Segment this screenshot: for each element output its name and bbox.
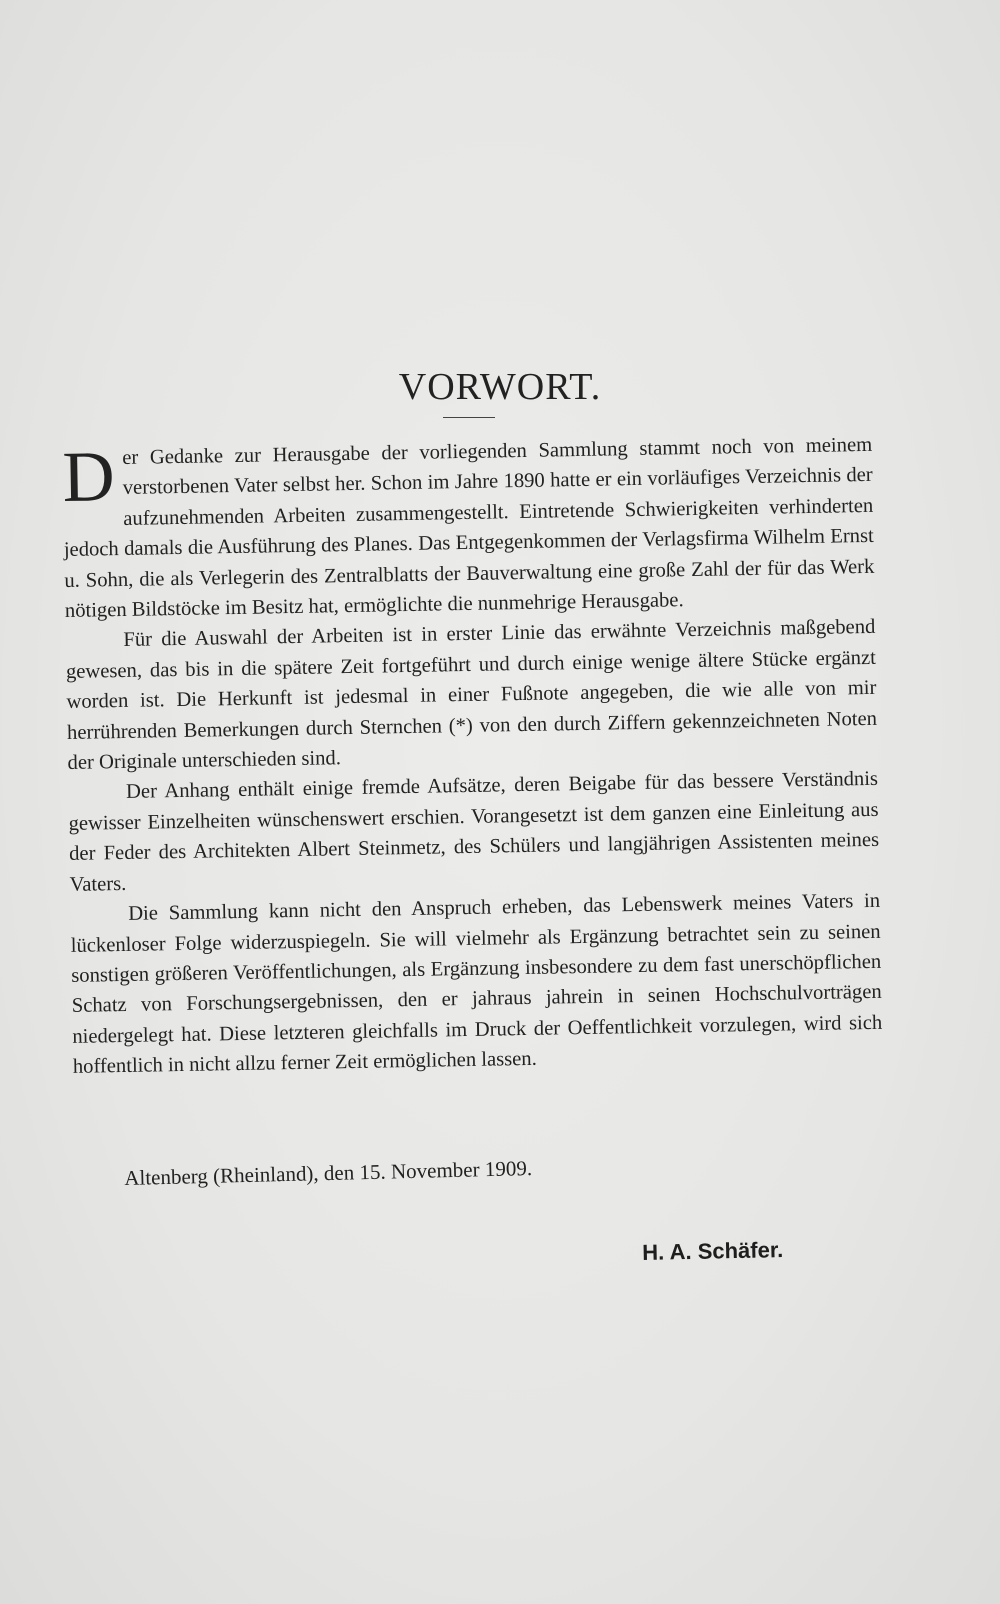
preface-paragraph-1: [62, 430, 875, 627]
page-title: VORWORT.: [398, 366, 602, 409]
preface-paragraph-3: Der Anhang enthält einige fremde Aufsätze, deren Beigabe für das bessere Verständnis gewisser Einzelheiten wünschenswert erschien. Vorangesetzt ist dem ganzen eine Einleitung aus der Feder des Architekten Albert Steinmetz, des Schülers und langjährigen Assistenten meines Vaters.: [68, 768, 880, 896]
preface-body: [62, 430, 883, 1083]
preface-paragraph-4: Die Sammlung kann nicht den Anspruch erheben, das Lebenswerk meines Vaters in lückenloser Folge widerzuspiegeln. Sie will vielmehr als Ergänzung betrachtet sein zu seinen sonstigen größeren Veröffentlichungen, als Ergänzung insbesondere zu dem fast unerschöpflichen Schatz von Forschungsergebnissen, den er jahraus jahrein in seinen Hochschulvorträgen niedergelegt hat. Diese letzteren gleichfalls im Druck der Oeffentlichkeit vorzulegen, wird sich hoffentlich in nicht allzu ferner Zeit ermöglichen lassen.: [70, 889, 883, 1079]
author-signature: H. A. Schäfer.: [642, 1237, 784, 1265]
drop-cap: D: [61, 436, 116, 517]
preface-paragraph-2: Für die Auswahl der Arbeiten ist in erster Linie das erwähnte Verzeichnis maßgebend gewesen, das bis in die spätere Zeit fortgeführt und durch einige wenige ältere Stücke ergänzt worden ist. Die Herkunft ist jedesmal in einer Fußnote angegeben, die wie alle von mir herrührenden Bemerkungen durch Sternchen (*) von den durch Ziffern gekennzeichneten Noten der Originale unterschieden sind.: [65, 616, 878, 775]
title-divider: [443, 417, 495, 418]
place-date-line: Altenberg (Rheinland), den 15. November 1909.: [124, 1156, 533, 1190]
preface-paragraph-1-text: er Gedanke zur Herausgabe der vorliegenden Sammlung stammt noch von meinem verstorbenen Vater selbst her. Schon im Jahre 1890 hatte er ein vorläufiges Verzeichnis der aufzunehmenden Arbeiten zusammengestellt. Eintretende Schwierigkeiten verhinderten jedoch damals die Ausführung des Planes. Das Entgegenkommen der Verlagsfirma Wilhelm Ernst u. Sohn, die als Verlegerin des Zentralblatts der Bauverwaltung eine große Zahl der für das Werk nötigen Bildstöcke im Besitz hat, ermöglichte die nunmehrige Herausgabe.: [63, 433, 875, 623]
